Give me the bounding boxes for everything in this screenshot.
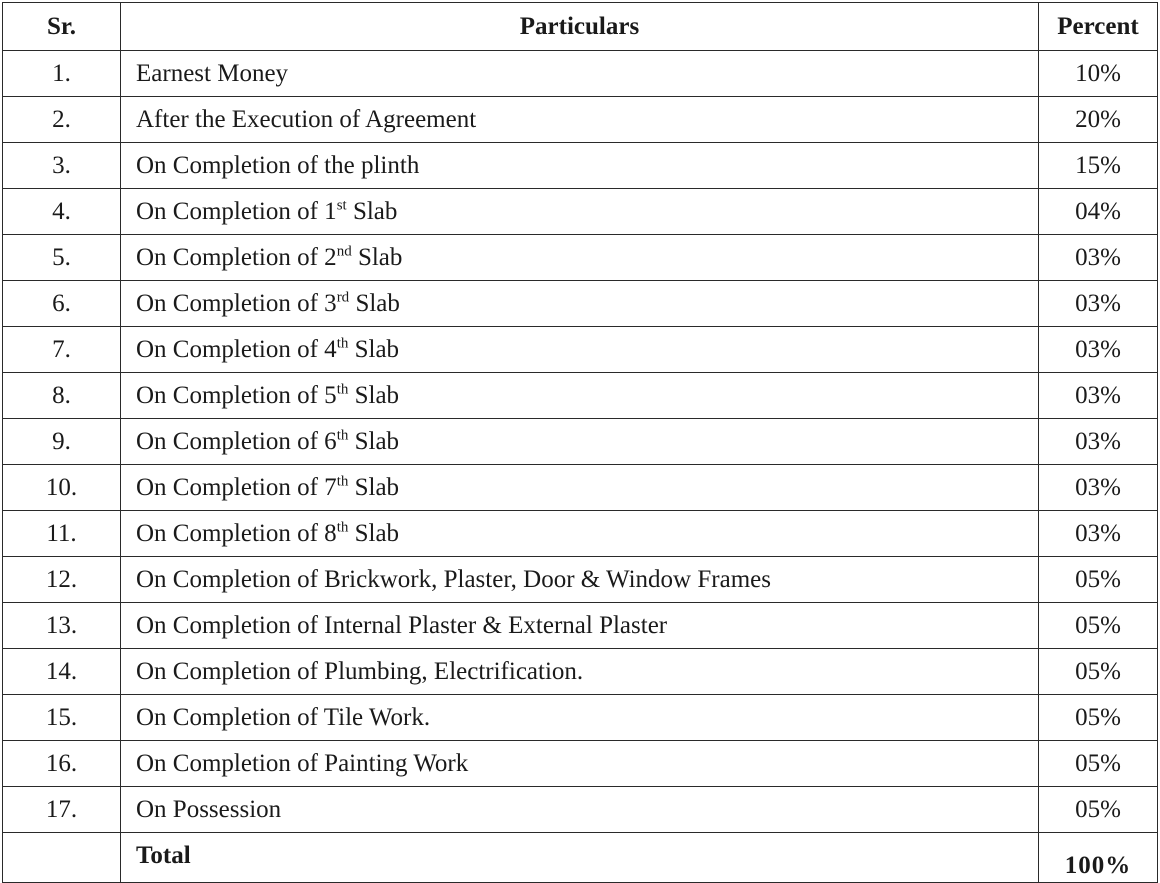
ordinal-suffix: rd [336,289,350,306]
row-particulars [121,695,1039,741]
row-particulars-suffix: Slab [348,520,400,547]
ordinal-suffix: th [336,519,349,536]
row-particulars [121,557,1039,603]
table-row [3,189,1158,235]
total-percent: 100% [1039,833,1158,883]
row-particulars [121,97,1039,143]
row-particulars-text: On Completion of Plumbing, Electrification. [136,658,584,685]
table-row [3,741,1158,787]
row-percent: 05% [1039,787,1158,833]
total-row [3,833,1158,883]
ordinal-suffix: th [336,335,349,352]
row-particulars [121,51,1039,97]
row-sr-number: 13. [3,603,121,649]
row-sr-number: 11. [3,511,121,557]
header-sr: Sr. [3,3,121,51]
row-sr-number: 3. [3,143,121,189]
row-particulars-text: On Completion of 3 [136,290,337,317]
payment-schedule-table [2,2,1158,883]
row-particulars [121,373,1039,419]
table-row [3,787,1158,833]
table-header-row [3,3,1158,51]
row-percent: 03% [1039,511,1158,557]
table-row [3,511,1158,557]
row-particulars [121,649,1039,695]
row-particulars-suffix: Slab [348,428,400,455]
row-percent: 03% [1039,235,1158,281]
row-percent: 05% [1039,741,1158,787]
row-sr-number: 4. [3,189,121,235]
row-sr-number: 8. [3,373,121,419]
row-particulars-suffix: Slab [351,244,403,271]
row-particulars [121,281,1039,327]
row-particulars-text: After the Execution of Agreement [136,106,477,133]
header-particulars: Particulars [121,3,1039,51]
row-percent: 03% [1039,373,1158,419]
row-particulars-text: On Possession [136,796,282,823]
row-particulars [121,741,1039,787]
ordinal-suffix: nd [336,243,352,260]
row-particulars-text: On Completion of 5 [136,382,337,409]
row-particulars-text: On Completion of the plinth [136,152,420,179]
row-particulars-text: On Completion of 8 [136,520,337,547]
row-particulars [121,327,1039,373]
row-sr-number: 10. [3,465,121,511]
ordinal-suffix: st [336,197,347,214]
row-particulars-text: On Completion of Tile Work. [136,704,431,731]
row-percent: 10% [1039,51,1158,97]
row-particulars [121,787,1039,833]
row-sr-number: 1. [3,51,121,97]
table-row [3,649,1158,695]
row-particulars [121,603,1039,649]
row-particulars-text: On Completion of Painting Work [136,750,469,777]
table-row [3,143,1158,189]
table-row [3,373,1158,419]
row-percent: 03% [1039,465,1158,511]
row-sr-number: 14. [3,649,121,695]
row-sr-number: 9. [3,419,121,465]
row-percent: 20% [1039,97,1158,143]
row-particulars-text: On Completion of 1 [136,198,337,225]
row-particulars [121,465,1039,511]
row-particulars-suffix: Slab [346,198,398,225]
row-particulars-text: On Completion of 6 [136,428,337,455]
row-particulars [121,235,1039,281]
row-percent: 03% [1039,327,1158,373]
row-percent: 05% [1039,649,1158,695]
row-percent: 03% [1039,281,1158,327]
row-particulars-text: On Completion of Internal Plaster & External Plaster [136,612,668,639]
total-sr-cell [3,833,121,883]
row-particulars-suffix: Slab [348,474,400,501]
row-particulars-text: On Completion of 7 [136,474,337,501]
total-label: Total [121,833,1039,883]
row-sr-number: 7. [3,327,121,373]
row-particulars-suffix: Slab [349,290,400,317]
table-row [3,235,1158,281]
table-row [3,419,1158,465]
row-particulars-text: On Completion of 2 [136,244,337,271]
row-particulars [121,511,1039,557]
row-percent: 15% [1039,143,1158,189]
row-percent: 03% [1039,419,1158,465]
table-row [3,557,1158,603]
row-sr-number: 16. [3,741,121,787]
row-sr-number: 5. [3,235,121,281]
table-row [3,97,1158,143]
row-particulars [121,143,1039,189]
table-row [3,603,1158,649]
row-particulars-suffix: Slab [348,382,400,409]
row-percent: 05% [1039,603,1158,649]
row-percent: 05% [1039,695,1158,741]
row-particulars-text: On Completion of 4 [136,336,337,363]
table-row [3,327,1158,373]
ordinal-suffix: th [336,473,349,490]
row-percent: 04% [1039,189,1158,235]
row-particulars [121,189,1039,235]
header-percent: Percent [1039,3,1158,51]
table-row [3,51,1158,97]
row-particulars [121,419,1039,465]
row-percent: 05% [1039,557,1158,603]
ordinal-suffix: th [336,427,349,444]
table-row [3,695,1158,741]
ordinal-suffix: th [336,381,349,398]
row-sr-number: 12. [3,557,121,603]
row-particulars-suffix: Slab [348,336,400,363]
row-sr-number: 6. [3,281,121,327]
row-sr-number: 2. [3,97,121,143]
table-row [3,465,1158,511]
row-particulars-text: Earnest Money [136,60,289,87]
table-row [3,281,1158,327]
row-sr-number: 17. [3,787,121,833]
row-sr-number: 15. [3,695,121,741]
row-particulars-text: On Completion of Brickwork, Plaster, Door & Window Frames [136,566,771,593]
